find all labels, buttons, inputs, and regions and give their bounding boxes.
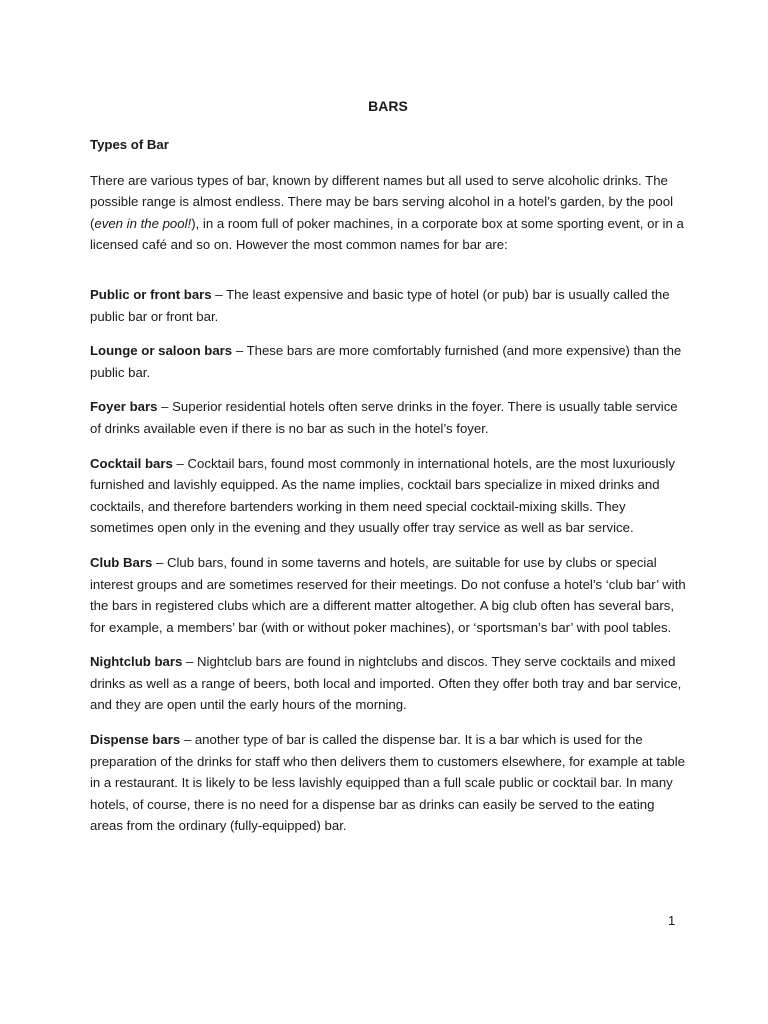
page-number: 1 xyxy=(668,913,676,928)
bar-type-description: – another type of bar is called the dispense bar. It is a bar which is used for the preparation of the drinks for staff who then delivers them to customers elsewhere, for example at table in a restaurant. It is likely to be less lavishly equipped than a full scale public or cocktail bar. In many hotels, of course, there is no need for a dispense bar as drinks can easily be served to the eating areas from the ordinary (fully-equipped) bar. xyxy=(90,732,685,834)
bar-type-description: – These bars are more comfortably furnished (and more expensive) than the public bar. xyxy=(90,343,682,380)
bar-type-description: – Superior residential hotels often serve drinks in the foyer. There is usually table service of drinks available even if there is no bar as such in the hotel’s foyer. xyxy=(90,399,678,436)
intro-text-part2: ), in a room full of poker machines, in a corporate box at some sporting event, or in a licensed café and so on. However the most common names for bar are: xyxy=(90,215,684,253)
bar-type-term: Foyer bars xyxy=(90,399,158,415)
document-body xyxy=(90,96,686,850)
bar-type-term: Club Bars xyxy=(90,554,153,570)
bar-type-term: Public or front bars xyxy=(90,286,212,302)
bar-type-description: – Nightclub bars are found in nightclubs and discos. They serve cocktails and mixed drinks as well as a range of beers, both local and imported. Often they offer both tray and bar service, and they are open until the early hours of the morning. xyxy=(90,654,682,713)
bar-type-description: – Club bars, found in some taverns and hotels, are suitable for use by clubs or special interest groups and are sometimes reserved for their meetings. Do not confuse a hotel’s ‘club bar’ with the bars in registered clubs which are a different matter altogether. A big club often has several bars, for example, a members’ bar (with or without poker machines), or ‘sportsman’s bar’ with pool tables. xyxy=(90,554,686,635)
intro-text-part1: There are various types of bar, known by different names but all used to serve alcoholic drinks. The possible range is almost endless. There may be bars serving alcohol in a hotel’s garden, by the pool ( xyxy=(90,172,674,231)
bar-type-term: Dispense bars xyxy=(90,732,181,748)
bar-type-public xyxy=(90,284,686,327)
bar-type-nightclub xyxy=(90,651,686,716)
bar-type-term: Nightclub bars xyxy=(90,654,183,670)
bar-type-description: – The least expensive and basic type of hotel (or pub) bar is usually called the public bar or front bar. xyxy=(90,286,670,324)
intro-paragraph xyxy=(90,170,686,256)
page-title: BARS xyxy=(368,98,408,114)
bar-type-lounge xyxy=(90,340,686,383)
bar-type-club xyxy=(90,552,686,638)
bar-type-term: Cocktail bars xyxy=(90,455,173,471)
bar-type-term: Lounge or saloon bars xyxy=(90,343,233,359)
section-heading: Types of Bar xyxy=(90,137,169,152)
bar-type-description: – Cocktail bars, found most commonly in international hotels, are the most luxuriously furnished and lavishly equipped. As the name implies, cocktail bars specialize in mixed drinks and cocktails, and therefore bartenders working in them need special cocktail-mixing skills. They sometimes open only in the evening and they usually offer tray service as well as bar service. xyxy=(90,455,675,536)
intro-emphasis: even in the pool! xyxy=(94,215,192,231)
bar-type-cocktail xyxy=(90,453,686,539)
bar-type-dispense xyxy=(90,729,686,837)
bar-type-foyer xyxy=(90,396,686,439)
